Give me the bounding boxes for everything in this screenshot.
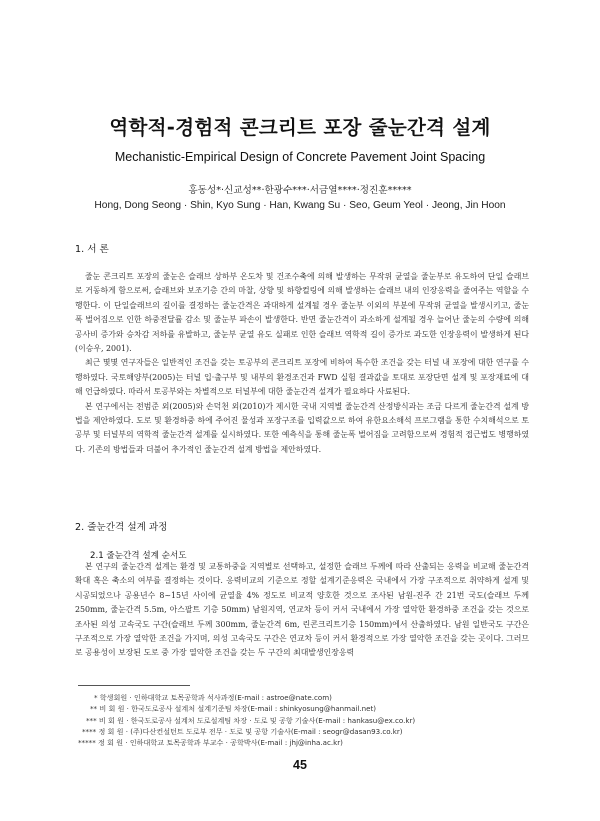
- section-2-1-body: [75, 560, 529, 661]
- section-2-heading: 2. 줄눈간격 설계 과정: [75, 522, 168, 533]
- paper-title-korean: 역학적-경험적 콘크리트 포장 줄눈간격 설계: [109, 116, 491, 139]
- footnotes: [78, 692, 538, 748]
- footnote: ***** 정 회 원 · 인하대학교 토목공학과 부교수 · 공학박사(E-mail : jhj@inha.ac.kr): [78, 738, 343, 748]
- paragraph: 본 연구에서는 전범준 외(2005)와 손덕천 외(2010)가 제시한 국내 지역별 줄눈간격 산정방식과는 조금 다르게 줄눈간격 설계 방법을 제안하였다. 도로 및 환경하중 하에 주어진 물성과 포장구조를 입력값으로 하여 유한요소해석 프로그램을 통한 수치해석으로 토공부 및 터널부의 역학적 줄눈간격 설계를 실시하였다. 또한 예측식을 통해 줄눈폭 벌어짐을 고려함으로써 경험적 접근법도 병행하였다. 기존의 방법들과 더불어 추가적인 줄눈간격 설계 방법을 제안하였다.: [75, 401, 529, 454]
- subsection-2-1-heading: 2.1 줄눈간격 설계 순서도: [90, 551, 187, 561]
- authors-english: Hong, Dong Seong · Shin, Kyo Sung · Han, Kwang Su · Seo, Geum Yeol · Jeong, Jin Hoon: [94, 200, 506, 211]
- section-1-heading: 1. 서 론: [75, 244, 109, 255]
- paper-title-english: Mechanistic-Empirical Design of Concrete Pavement Joint Spacing: [114, 150, 486, 164]
- paragraph: 최근 몇몇 연구자들은 일반적인 조건을 갖는 토공부의 콘크리트 포장에 비하여 특수한 조건을 갖는 터널 내 포장에 대한 연구를 수행하였다. 국토해양부(2005)는 터널 입·출구부 및 내부의 환경조건과 FWD 실험 결과값을 토대로 포장단면 설계 및 포장재료에 대해 언급하였다. 따라서 토공부와는 차별적으로 터널부에 대한 줄눈간격 설계가 필요하다 사료된다.: [75, 358, 529, 397]
- authors-korean: 홍동성*·신교성**·한광수***·서금열****·정진훈*****: [188, 185, 412, 196]
- footnote: **** 정 회 원 · (주)다산컨설턴트 도로부 전무 · 도로 및 공항 기술사(E-mail : seogr@dasan93.co.kr): [82, 726, 403, 736]
- footnote: ** 비 회 원 · 한국도로공사 설계처 설계기준팀 차장(E-mail : shinkyosung@hanmail.net): [90, 704, 377, 714]
- page-number: 45: [293, 758, 307, 772]
- paragraph: 줄눈 콘크리트 포장의 줄눈은 슬래브 상하부 온도차 및 건조수축에 의해 발생하는 무작위 균열을 줄눈부로 유도하여 단일 슬래브로 거동하게 함으로써, 슬래브와 보조기층 간의 마찰, 상향 및 하향컬링에 의해 발생하는 슬래브 내의 인장응력을 줄여주는 역할을 수행한다. 이 단일슬래브의 길이를 결정하는 줄눈간격은 과대하게 설계될 경우 줄눈부 이외의 부분에 무작위 균열을 발생시키고, 줄눈폭 벌어짐으로 인한 하중전달률 감소 및 줄눈부 파손이 발생한다. 반면 줄눈간격이 과소하게 설계될 경우 늘어난 줄눈의 수량에 의해 공사비 증가와 승차감 저하를 유발하고, 줄눈부 균열 유도 실패로 인한 슬래브 역학적 길이 증가로 과도한 인장응력이 발생하게 된다(이승우, 2001).: [75, 272, 529, 354]
- paragraph: 본 연구의 줄눈간격 설계는 환경 및 교통하중을 지역별로 선택하고, 설정한 슬래브 두께에 따라 산출되는 응력을 비교해 줄눈간격 확대 혹은 축소의 여부를 결정하는 것이다. 응력비교의 기준으로 정할 설계기준응력은 국내에서 가장 구조적으로 취약하게 설계 및 시공되었으나 공용년수 8~15년 사이에 균열율 4% 정도로 비교적 양호한 것으로 조사된 남원-진주 간 21번 국도(슬래브 두께 250mm, 줄눈간격 5.5m, 아스팔트 기층 50mm) 남원지역, 연교차 등이 커서 국내에서 가장 열악한 환경하중 조건을 갖는 것으로 조사된 의성 고속국도 구간(슬래브 두께 300mm, 줄눈간격 6m, 린콘크리트기층 150mm)에서 산출하였다. 남원 일반국도 구간은 구조적으로 가장 열악한 조건을 가지며, 의성 고속국도 구간은 연교차 등이 커서 환경적으로 가장 열악한 조건을 갖는 곳이다. 그러므로 공용성이 보장된 도로 중 가장 열악한 조건을 갖는 두 구간의 최대발생인장응력: [75, 562, 529, 658]
- footnote: *** 비 회 원 · 한국도로공사 설계처 도로설계팀 차장 · 도로 및 공항 기술사(E-mail : hankasu@ex.co.kr): [86, 715, 416, 725]
- footnote-divider: [78, 685, 190, 686]
- section-1-body: [75, 270, 529, 457]
- footnote: * 학생회원 · 인하대학교 토목공학과 석사과정(E-mail : astroe@nate.com): [94, 693, 332, 702]
